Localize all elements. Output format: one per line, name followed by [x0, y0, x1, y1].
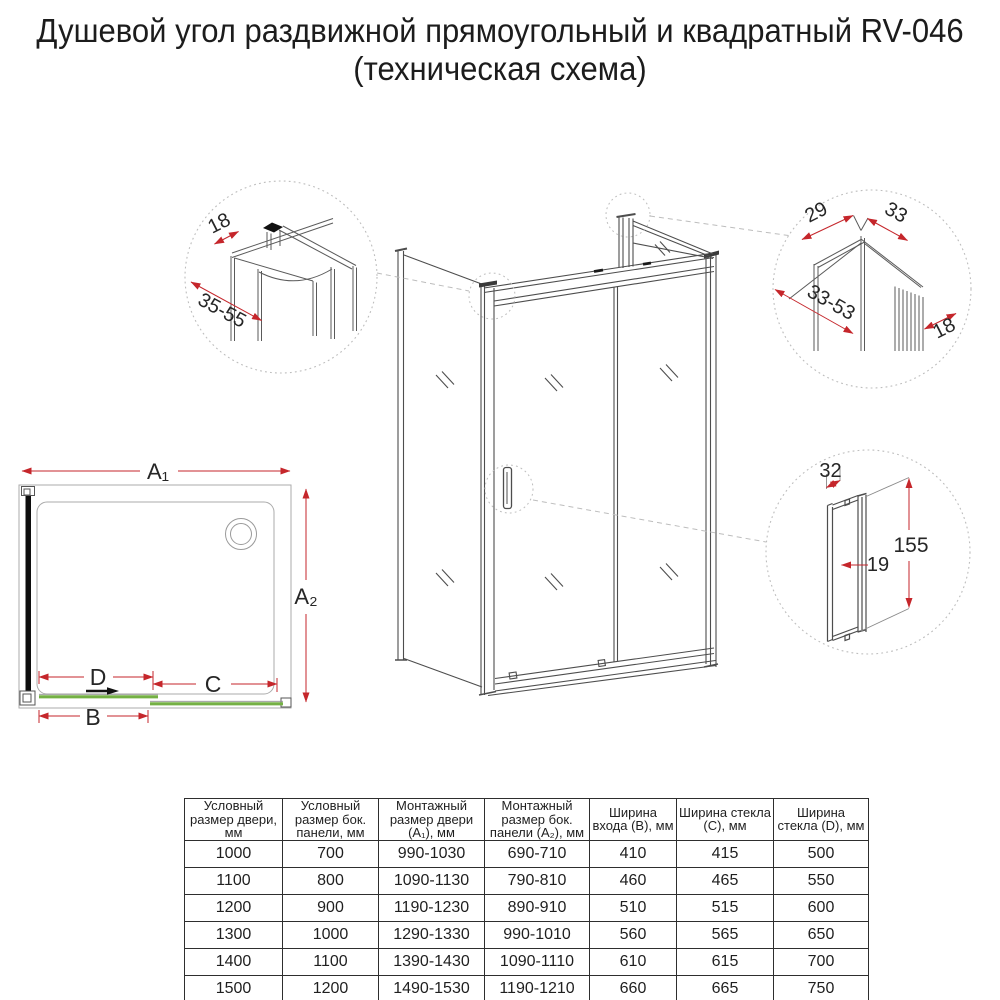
table-header-cell: Условный размер двери, мм [185, 799, 283, 841]
page-title-line1: Душевой угол раздвижной прямоугольный и квадратный RV-046 [36, 12, 964, 49]
table-cell: 560 [590, 921, 677, 948]
dim-label-33-53: 33-53 [803, 280, 859, 325]
table-cell: 600 [774, 894, 869, 921]
left-side-panel-glass [404, 255, 483, 687]
callout-circle-handle [485, 465, 533, 513]
table-cell: 1090-1110 [485, 948, 590, 975]
table-cell: 1300 [185, 921, 283, 948]
dim-label-29: 29 [801, 197, 832, 228]
table-cell: 1200 [185, 894, 283, 921]
drain-circle [226, 519, 257, 550]
glass-shine-marks [545, 365, 678, 591]
dim-label-a1: A₁ [146, 459, 170, 484]
detail-circle-wall-profile-left [185, 181, 377, 373]
detail-dimensions [775, 216, 956, 334]
table-cell: 650 [774, 921, 869, 948]
table-header-cell: Монтажный размер двери (A₁), мм [379, 799, 485, 841]
table-cell: 415 [677, 840, 774, 867]
table-cell: 1400 [185, 948, 283, 975]
detail-boundary-circle [766, 450, 970, 654]
table-cell: 1000 [283, 921, 379, 948]
handle-isometric [828, 494, 867, 642]
page-title-line2: (техническая схема) [353, 50, 647, 87]
dim-label-19: 19 [866, 554, 890, 576]
table-row [185, 975, 869, 1000]
detail-circle-door-handle [766, 450, 970, 654]
table-cell: 410 [590, 840, 677, 867]
table-cell: 990-1030 [379, 840, 485, 867]
dim-label-155: 155 [893, 534, 929, 557]
dim-label-b: B [85, 704, 101, 730]
table-cell: 465 [677, 867, 774, 894]
detail-circle-wall-profile-right [773, 190, 971, 388]
table-cell: 1200 [283, 975, 379, 1000]
left-wall-profile [395, 249, 407, 661]
right-rear-wall-profile [617, 214, 636, 268]
table-cell: 510 [590, 894, 677, 921]
table-cell: 1490-1530 [379, 975, 485, 1000]
table-row [185, 840, 869, 867]
table-cell: 1000 [185, 840, 283, 867]
table-cell: 690-710 [485, 840, 590, 867]
size-table [184, 798, 869, 1000]
table-cell: 665 [677, 975, 774, 1000]
profile-isometric-lines [231, 219, 357, 342]
dim-label-d: D [89, 664, 107, 690]
dim-label-33: 33 [880, 197, 911, 228]
shower-tray-inner [37, 502, 274, 694]
table-header-cell: Ширина стекла (D), мм [774, 799, 869, 841]
table-header-cell: Монтажный размер бок. панели (A₂), мм [485, 799, 590, 841]
table-cell: 700 [283, 840, 379, 867]
table-header-cell: Условный размер бок. панели, мм [283, 799, 379, 841]
dim-label-a2: A₂ [294, 584, 318, 609]
table-cell: 550 [774, 867, 869, 894]
table-cell: 790-810 [485, 867, 590, 894]
table-cell: 610 [590, 948, 677, 975]
top-rail [484, 253, 714, 306]
table-cell: 500 [774, 840, 869, 867]
roller-mark [594, 270, 603, 272]
dim-label-35-55: 35-55 [194, 288, 250, 333]
wall-profile-plan-top [22, 487, 35, 496]
plan-view [19, 459, 318, 730]
table-cell: 900 [283, 894, 379, 921]
table-cell: 890-910 [485, 894, 590, 921]
door-handle [504, 468, 512, 509]
table-cell: 1100 [185, 867, 283, 894]
dim-label-c: C [204, 671, 222, 697]
detail-link-lines [377, 193, 792, 542]
right-side-panel-glass [633, 221, 713, 259]
detail-boundary-circle [773, 190, 971, 388]
front-right-profile [704, 251, 719, 668]
table-header-cell: Ширина стекла (C), мм [677, 799, 774, 841]
roller-mark [643, 263, 651, 264]
side-glass-plan [26, 495, 32, 691]
table-cell: 615 [677, 948, 774, 975]
table-row [185, 948, 869, 975]
table-cell: 800 [283, 867, 379, 894]
table-cell: 565 [677, 921, 774, 948]
table-cell: 700 [774, 948, 869, 975]
table-cell: 1090-1130 [379, 867, 485, 894]
dim-label-18: 18 [204, 208, 235, 239]
wall-profile-plan-bottom [20, 691, 35, 705]
table-cell: 1190-1210 [485, 975, 590, 1000]
table-row [185, 894, 869, 921]
table-cell: 460 [590, 867, 677, 894]
table-cell: 990-1010 [485, 921, 590, 948]
front-left-profile [479, 281, 497, 696]
table-cell: 1290-1330 [379, 921, 485, 948]
detail-boundary-circle [185, 181, 377, 373]
sliding-panels-divider [614, 286, 618, 662]
table-cell: 1500 [185, 975, 283, 1000]
table-cell: 1190-1230 [379, 894, 485, 921]
table-row [185, 921, 869, 948]
dim-label-18: 18 [929, 313, 960, 344]
table-row [185, 867, 869, 894]
table-cell: 1100 [283, 948, 379, 975]
table-header-row [185, 799, 869, 841]
table-cell: 660 [590, 975, 677, 1000]
table-cell: 515 [677, 894, 774, 921]
table-cell: 750 [774, 975, 869, 1000]
bottom-rail [488, 648, 716, 696]
table-cell: 1390-1430 [379, 948, 485, 975]
dim-label-32: 32 [819, 460, 842, 482]
callout-circle-corner [469, 273, 515, 319]
shower-tray-outline [19, 485, 291, 708]
table-header-cell: Ширина входа (B), мм [590, 799, 677, 841]
